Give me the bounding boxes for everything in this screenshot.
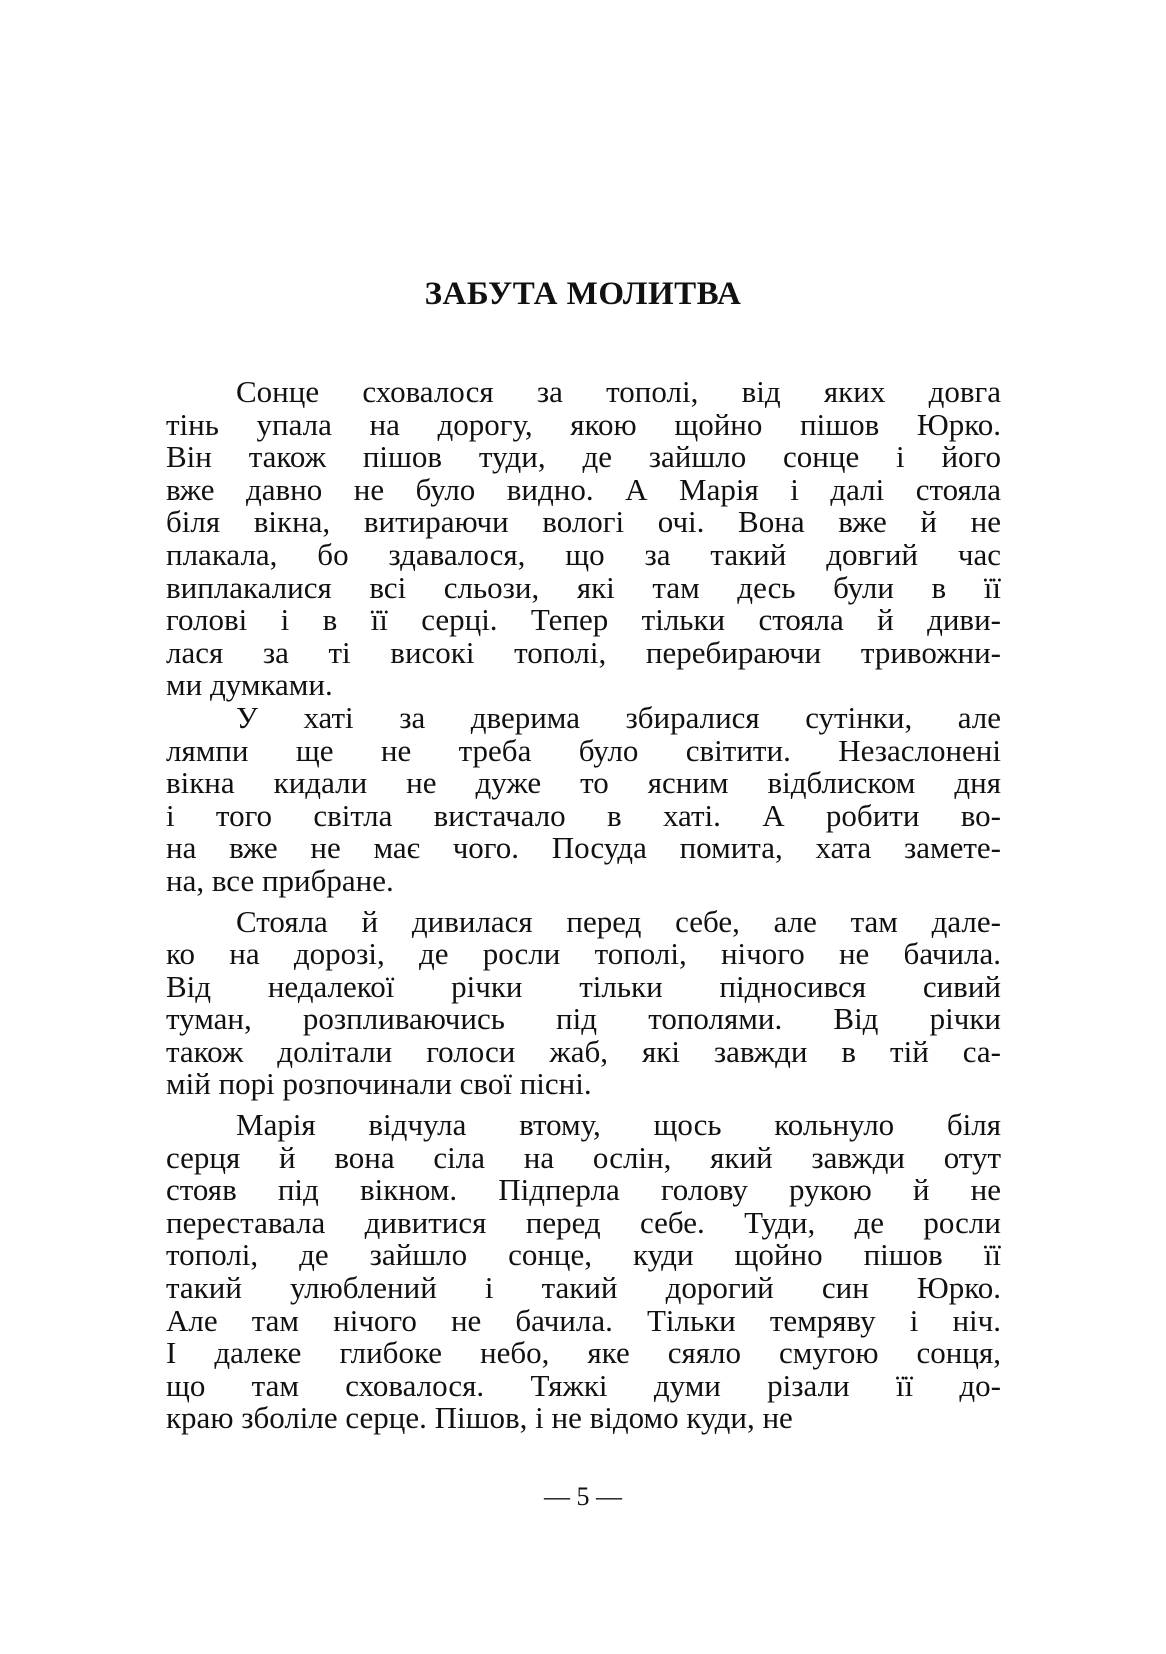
text-line: лямпи ще не треба було світити. Незаслонені: [166, 732, 1001, 768]
paragraph: [166, 903, 1001, 1102]
paragraph: [166, 699, 1001, 898]
text-line: виплакалися всі сльози, які там десь були в її: [166, 569, 1001, 605]
page-number: — 5 —: [544, 1482, 622, 1511]
text-line: У хаті за дверима збиралися сутінки, але: [236, 699, 1001, 735]
text-line: плакала, бо здавалося, що за такий довгий час: [166, 536, 1001, 572]
text-line: вікна кидали не дуже то ясним відблиском дня: [166, 765, 1001, 801]
text-line: стояв під вікном. Підперла голову рукою й не: [166, 1172, 1001, 1208]
text-line: лася за ті високі тополі, перебираючи тривожни-: [166, 634, 1001, 670]
text-line: що там сховалося. Тяжкі думи різали її до-: [166, 1367, 1001, 1403]
body-text: [166, 376, 1001, 1435]
text-line: вже давно не було видно. А Марія і далі стояла: [166, 471, 1001, 507]
text-line: голові і в її серці. Тепер тільки стояла й диви-: [166, 602, 1001, 638]
text-line: біля вікна, витираючи вологі очі. Вона вже й не: [166, 504, 1001, 540]
text-line: Марія відчула втому, щось кольнуло біля: [236, 1107, 1001, 1143]
text-line: Від недалекої річки тільки підносився сивий: [166, 968, 1001, 1004]
text-line: серця й вона сіла на ослін, який завжди отут: [166, 1139, 1001, 1175]
text-line: тінь упала на дорогу, якою щойно пішов Юрко.: [166, 406, 1001, 442]
text-line: і того світла вистачало в хаті. А робити во-: [166, 797, 1001, 833]
text-line: мій порі розпочинали свої пісні.: [166, 1066, 592, 1102]
text-line: ми думками.: [166, 667, 333, 703]
text-line: на вже не має чого. Посуда помита, хата замете-: [166, 830, 1001, 866]
text-line: Стояла й дивилася перед себе, але там дале-: [236, 903, 1001, 939]
chapter-title: ЗАБУТА МОЛИТВА: [424, 276, 742, 312]
text-line: Він також пішов туди, де зайшло сонце і його: [166, 439, 1001, 475]
paragraph: [166, 376, 1001, 702]
text-line: переставала дивитися перед себе. Туди, де росли: [166, 1204, 1001, 1240]
text-line: краю зболіле серце. Пішов, і не відомо куди, не: [166, 1400, 793, 1436]
text-line: такий улюблений і такий дорогий син Юрко.: [166, 1270, 1001, 1306]
text-line: ко на дорозі, де росли тополі, нічого не бачила.: [166, 936, 1001, 972]
text-line: на, все прибране.: [166, 862, 394, 898]
text-line: І далеке глибоке небо, яке сяяло смугою сонця,: [166, 1335, 1001, 1371]
text-line: тополі, де зайшло сонце, куди щойно пішов її: [166, 1237, 1001, 1273]
paragraph: [166, 1109, 1001, 1435]
text-line: туман, розпливаючись під тополями. Від річки: [166, 1001, 1001, 1037]
text-line: також долітали голоси жаб, які завжди в тій са-: [166, 1033, 1001, 1069]
text-line: Але там нічого не бачила. Тільки темряву і ніч.: [166, 1302, 1001, 1338]
text-line: Сонце сховалося за тополі, від яких довга: [236, 374, 1001, 409]
